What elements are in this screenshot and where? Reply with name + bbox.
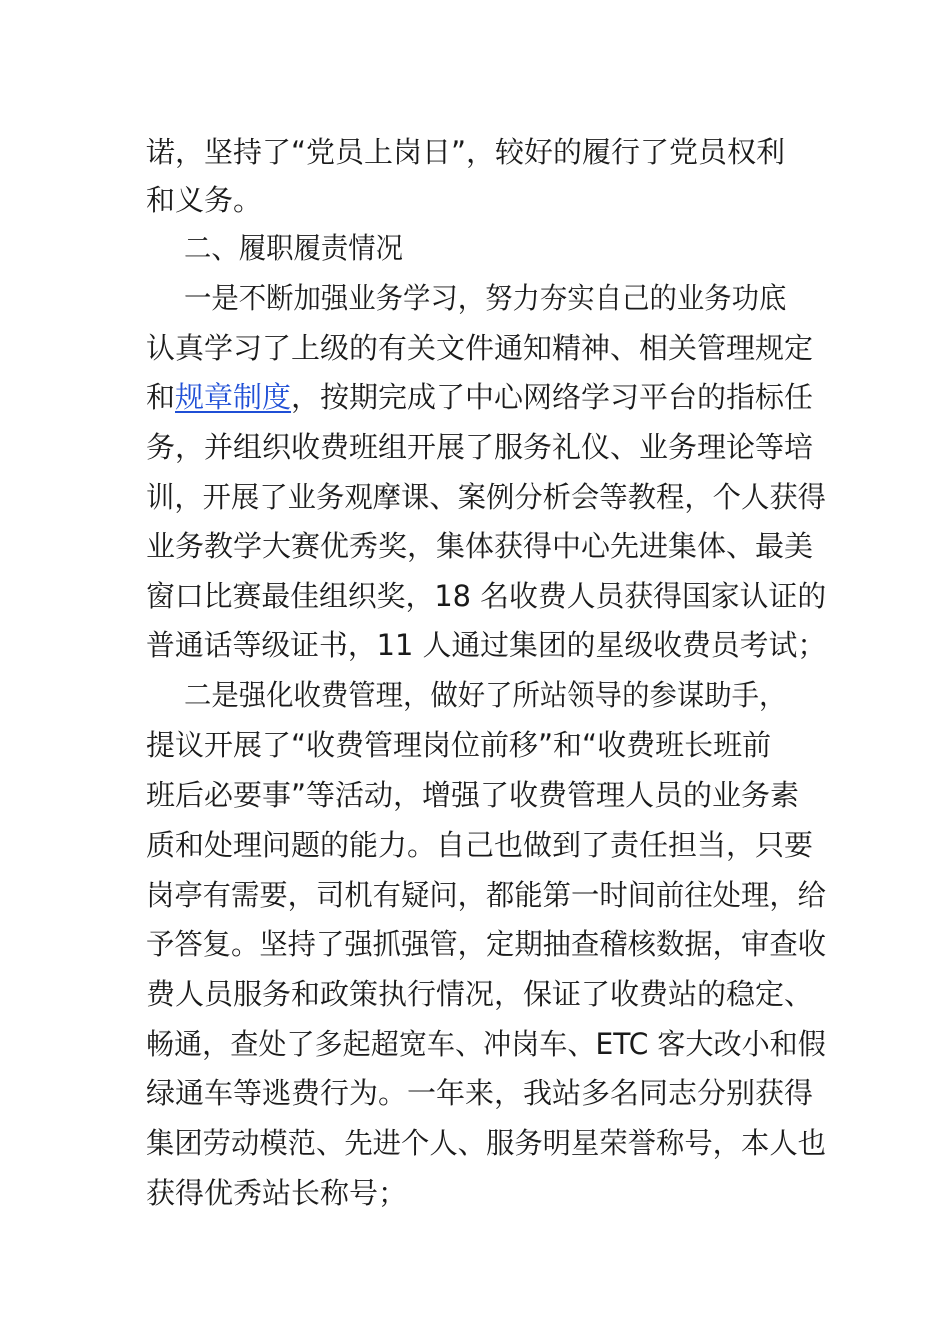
text-line: [146, 770, 826, 820]
text-line: [146, 870, 827, 920]
text-line: [184, 670, 826, 720]
line-text: 费人员服务和政策执行情况，保证了收费站的稳定、: [146, 977, 814, 1011]
line-text: 班后必要事”等活动，增强了收费管理人员的业务素: [146, 778, 800, 812]
text-line: [146, 571, 827, 621]
section-heading: [184, 223, 826, 273]
text-line: [146, 472, 827, 522]
text-line: [146, 175, 826, 225]
line-text: 业务教学大赛优秀奖，集体获得中心先进集体、最美: [146, 529, 814, 563]
text-line: [146, 1118, 827, 1168]
line-text: 认真学习了上级的有关文件通知精神、相关管理规定: [146, 331, 814, 365]
text-line: [146, 372, 826, 422]
text-line: [146, 1068, 826, 1118]
text-line: [184, 273, 826, 323]
text-line: [146, 1168, 826, 1218]
line-text: 训，开展了业务观摩课、案例分析会等教程，个人获得: [146, 480, 827, 514]
text-line: [146, 720, 826, 770]
line-text: ，按期完成了中心网络学习平台的指标任: [291, 380, 814, 414]
regulations-link[interactable]: 规章制度: [175, 380, 292, 414]
line-text: 提议开展了“收费管理岗位前移”和“收费班长班前: [146, 728, 772, 762]
line-text: 窗口比赛最佳组织奖，18 名收费人员获得国家认证的: [146, 579, 827, 613]
text-line: [146, 422, 826, 472]
text-line: [146, 820, 826, 870]
line-text: 获得优秀站长称号；: [146, 1176, 408, 1210]
line-text: 岗亭有需要，司机有疑问，都能第一时间前往处理，给: [146, 878, 827, 912]
line-text: 二是强化收费管理，做好了所站领导的参谋助手，: [184, 678, 787, 712]
text-line: [146, 323, 826, 373]
line-text: 予答复。坚持了强抓强管，定期抽查稽核数据，审查收: [146, 927, 827, 961]
heading-text: 二、履职履责情况: [184, 231, 404, 265]
text-line: [146, 1019, 826, 1069]
line-text: 绿通车等逃费行为。一年来，我站多名同志分别获得: [146, 1076, 814, 1110]
line-text: 和义务。: [146, 183, 263, 217]
text-line: [146, 127, 826, 177]
line-text: 畅通，查处了多起超宽车、冲岗车、ETC 客大改小和假: [146, 1027, 826, 1061]
line-text: 质和处理问题的能力。自己也做到了责任担当，只要: [146, 828, 814, 862]
line-text: 务，并组织收费班组开展了服务礼仪、业务理论等培: [146, 430, 814, 464]
line-text: 普通话等级证书，11 人通过集团的星级收费员考试；: [146, 628, 827, 662]
text-line: [146, 969, 826, 1019]
text-line: [146, 919, 827, 969]
line-text: 诺，坚持了“党员上岗日”，较好的履行了党员权利: [146, 135, 786, 169]
line-text: 一是不断加强业务学习，努力夯实自己的业务功底: [184, 281, 787, 315]
text-line: [146, 521, 826, 571]
text-line: [146, 620, 827, 670]
line-text: 和: [146, 380, 176, 414]
line-text: 集团劳动模范、先进个人、服务明星荣誉称号，本人也: [146, 1126, 827, 1160]
